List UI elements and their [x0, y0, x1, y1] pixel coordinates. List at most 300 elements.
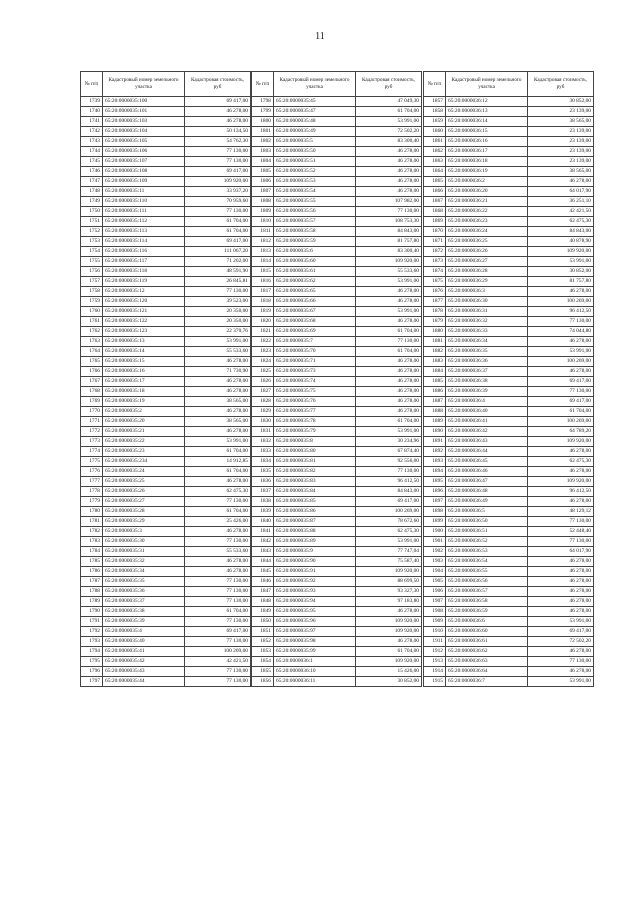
table-row — [81, 337, 251, 347]
cadastral-value: 55 533,60 — [185, 547, 251, 557]
row-number: 1850 — [252, 617, 274, 627]
cadastral-number: 65:20:0000036:2 — [446, 177, 528, 187]
table-row — [81, 297, 251, 307]
cadastral-value: 100 269,00 — [528, 297, 594, 307]
cadastral-number: 65:20:0000035:69 — [274, 327, 356, 337]
table-row — [424, 637, 594, 647]
cadastral-value: 61 704,00 — [185, 607, 251, 617]
table-row — [424, 347, 594, 357]
cadastral-number: 65:20:0000035:56 — [274, 207, 356, 217]
row-number: 1749 — [81, 197, 103, 207]
cadastral-value: 46 278,00 — [528, 567, 594, 577]
cadastral-number: 65:20:0000035:6 — [274, 247, 356, 257]
cadastral-value: 46 278,00 — [356, 607, 422, 617]
table-row — [81, 517, 251, 527]
row-number: 1914 — [424, 667, 446, 677]
cadastral-table-col-2 — [251, 71, 422, 687]
cadastral-number: 65:20:0000035:93 — [274, 587, 356, 597]
cadastral-number: 65:20:0000036:22 — [446, 207, 528, 217]
cadastral-value: 48 129,12 — [528, 507, 594, 517]
cadastral-number: 65:20:0000036:42 — [446, 427, 528, 437]
cadastral-value: 84 843,00 — [356, 487, 422, 497]
table-row — [424, 197, 594, 207]
cadastral-value: 75 587,40 — [356, 557, 422, 567]
cadastral-number: 65:20:0000035:106 — [103, 147, 185, 157]
row-number: 1862 — [424, 147, 446, 157]
cadastral-value: 46 278,00 — [185, 117, 251, 127]
row-number: 1871 — [424, 237, 446, 247]
cadastral-number: 65:20:0000036:14 — [446, 117, 528, 127]
row-number: 1799 — [252, 107, 274, 117]
cadastral-value: 46 278,00 — [356, 147, 422, 157]
cadastral-value: 38 565,00 — [185, 417, 251, 427]
cadastral-number: 65:20:0000036:57 — [446, 587, 528, 597]
row-number: 1756 — [81, 267, 103, 277]
table-row — [424, 237, 594, 247]
cadastral-value: 93 327,30 — [356, 587, 422, 597]
cadastral-value: 22 370,76 — [185, 327, 251, 337]
row-number: 1853 — [252, 647, 274, 657]
row-number: 1824 — [252, 357, 274, 367]
table-row — [424, 657, 594, 667]
cadastral-number: 65:20:0000035:111 — [103, 207, 185, 217]
cadastral-number: 65:20:0000036:52 — [446, 537, 528, 547]
cadastral-value: 23 139,00 — [528, 127, 594, 137]
cadastral-value: 53 991,00 — [356, 277, 422, 287]
cadastral-value: 77 130,00 — [185, 147, 251, 157]
cadastral-number: 65:20:0000035:97 — [274, 627, 356, 637]
row-number: 1815 — [252, 267, 274, 277]
cadastral-value: 14 912,85 — [185, 457, 251, 467]
row-number: 1761 — [81, 317, 103, 327]
cadastral-number: 65:20:0000035:103 — [103, 117, 185, 127]
cadastral-value: 96 412,50 — [528, 487, 594, 497]
row-number: 1823 — [252, 347, 274, 357]
table-row — [252, 137, 422, 147]
cadastral-number: 65:20:0000035:105 — [103, 137, 185, 147]
cadastral-value: 77 130,00 — [185, 587, 251, 597]
cadastral-number: 65:20:0000036:12 — [446, 97, 528, 107]
cadastral-value: 46 278,00 — [185, 477, 251, 487]
table-row — [424, 367, 594, 377]
cadastral-number: 65:20:0000035:83 — [274, 477, 356, 487]
cadastral-number: 65:20:0000035:34 — [103, 567, 185, 577]
row-number: 1849 — [252, 607, 274, 617]
cadastral-value: 46 278,00 — [356, 637, 422, 647]
table-row — [252, 167, 422, 177]
table-row — [252, 517, 422, 527]
table-row — [252, 407, 422, 417]
table-row — [424, 257, 594, 267]
row-number: 1890 — [424, 427, 446, 437]
cadastral-value: 46 278,00 — [528, 337, 594, 347]
table-row — [252, 107, 422, 117]
cadastral-value: 53 991,00 — [528, 257, 594, 267]
cadastral-value: 61 704,00 — [185, 467, 251, 477]
table-row — [424, 557, 594, 567]
cadastral-number: 65:20:0000036:10 — [274, 667, 356, 677]
cadastral-number: 65:20:0000035:15 — [103, 357, 185, 367]
cadastral-value: 46 278,00 — [356, 387, 422, 397]
cadastral-value: 46 278,00 — [528, 597, 594, 607]
table-row — [252, 287, 422, 297]
cadastral-value: 69 417,00 — [528, 377, 594, 387]
cadastral-value: 62 475,30 — [185, 487, 251, 497]
table-row — [252, 267, 422, 277]
row-number: 1801 — [252, 127, 274, 137]
row-number: 1915 — [424, 677, 446, 687]
cadastral-number: 65:20:0000035:110 — [103, 197, 185, 207]
cadastral-value: 23 139,00 — [528, 147, 594, 157]
cadastral-number: 65:20:0000035:90 — [274, 557, 356, 567]
cadastral-number: 65:20:0000035:104 — [103, 127, 185, 137]
table-row — [252, 387, 422, 397]
row-number: 1867 — [424, 197, 446, 207]
row-number: 1821 — [252, 327, 274, 337]
cadastral-value: 74 044,80 — [528, 327, 594, 337]
table-row — [81, 607, 251, 617]
table-row — [424, 457, 594, 467]
cadastral-value: 100 269,00 — [528, 357, 594, 367]
row-number: 1880 — [424, 327, 446, 337]
cadastral-value: 46 278,00 — [185, 357, 251, 367]
row-number: 1845 — [252, 567, 274, 577]
row-number: 1750 — [81, 207, 103, 217]
row-number: 1747 — [81, 177, 103, 187]
cadastral-number: 65:20:0000035:73 — [274, 367, 356, 377]
table-row — [252, 487, 422, 497]
table-row — [424, 267, 594, 277]
cadastral-number: 65:20:0000035:55 — [274, 197, 356, 207]
cadastral-value: 97 183,80 — [356, 597, 422, 607]
cadastral-table-col-3 — [423, 71, 594, 687]
row-number: 1785 — [81, 557, 103, 567]
row-number: 1780 — [81, 507, 103, 517]
row-number: 1741 — [81, 117, 103, 127]
cadastral-value: 84 843,00 — [356, 227, 422, 237]
cadastral-number: 65:20:0000036:53 — [446, 547, 528, 557]
cadastral-number: 65:20:0000035:32 — [103, 557, 185, 567]
cadastral-value: 109 920,00 — [356, 257, 422, 267]
row-number: 1776 — [81, 467, 103, 477]
cadastral-value: 109 920,00 — [528, 477, 594, 487]
cadastral-number: 65:20:0000036:6 — [446, 617, 528, 627]
cadastral-value: 46 278,00 — [356, 187, 422, 197]
table-row — [81, 147, 251, 157]
table-row — [81, 407, 251, 417]
table-row — [424, 247, 594, 257]
table-row — [81, 367, 251, 377]
row-number: 1775 — [81, 457, 103, 467]
table-row — [424, 377, 594, 387]
table-row — [252, 157, 422, 167]
cadastral-number: 65:20:0000036:34 — [446, 337, 528, 347]
cadastral-value: 64 789,20 — [528, 427, 594, 437]
table-row — [252, 257, 422, 267]
cadastral-value: 42 421,50 — [185, 657, 251, 667]
cadastral-number: 65:20:0000035:118 — [103, 267, 185, 277]
row-number: 1832 — [252, 437, 274, 447]
cadastral-number: 65:20:0000036:3 — [446, 287, 528, 297]
cadastral-number: 65:20:0000035:42 — [103, 657, 185, 667]
table-row — [424, 227, 594, 237]
cadastral-value: 92 556,00 — [356, 457, 422, 467]
cadastral-value: 46 278,00 — [528, 367, 594, 377]
cadastral-value: 55 533,60 — [185, 347, 251, 357]
row-number: 1858 — [424, 107, 446, 117]
table-row — [252, 567, 422, 577]
cadastral-value: 20 350,00 — [185, 317, 251, 327]
row-number: 1902 — [424, 547, 446, 557]
cadastral-value: 30 852,00 — [528, 97, 594, 107]
cadastral-value: 77 130,00 — [356, 207, 422, 217]
table-row — [424, 487, 594, 497]
row-number: 1866 — [424, 187, 446, 197]
cadastral-value: 46 278,00 — [528, 607, 594, 617]
cadastral-value: 78 672,60 — [356, 517, 422, 527]
header-num: № п/п — [81, 72, 103, 97]
cadastral-number: 65:20:0000035:9 — [274, 547, 356, 557]
row-number: 1743 — [81, 137, 103, 147]
table-row — [81, 117, 251, 127]
table-row — [81, 387, 251, 397]
table-row — [424, 157, 594, 167]
header-cadastral: Кадастровый номер земельного участка — [274, 72, 356, 97]
cadastral-value: 77 130,00 — [185, 677, 251, 687]
cadastral-value: 50 134,50 — [185, 127, 251, 137]
table-row — [424, 647, 594, 657]
row-number: 1778 — [81, 487, 103, 497]
table-row — [81, 677, 251, 687]
table-row — [81, 227, 251, 237]
cadastral-value: 53 991,00 — [356, 537, 422, 547]
row-number: 1740 — [81, 107, 103, 117]
cadastral-value: 46 278,00 — [185, 387, 251, 397]
cadastral-number: 65:20:0000035:50 — [274, 147, 356, 157]
row-number: 1831 — [252, 427, 274, 437]
table-row — [424, 327, 594, 337]
table-row — [81, 357, 251, 367]
cadastral-value: 46 278,00 — [356, 297, 422, 307]
row-number: 1745 — [81, 157, 103, 167]
cadastral-value: 69 417,00 — [185, 97, 251, 107]
table-row — [252, 367, 422, 377]
cadastral-value: 77 130,00 — [185, 287, 251, 297]
cadastral-number: 65:20:0000035:117 — [103, 257, 185, 267]
table-row — [81, 197, 251, 207]
table-row — [81, 107, 251, 117]
cadastral-value: 40 878,90 — [528, 237, 594, 247]
row-number: 1757 — [81, 277, 103, 287]
row-number: 1855 — [252, 667, 274, 677]
row-number: 1905 — [424, 577, 446, 587]
row-number: 1794 — [81, 647, 103, 657]
cadastral-number: 65:20:0000035:112 — [103, 217, 185, 227]
row-number: 1767 — [81, 377, 103, 387]
table-row — [81, 647, 251, 657]
row-number: 1893 — [424, 457, 446, 467]
cadastral-number: 65:20:0000036:27 — [446, 257, 528, 267]
row-number: 1812 — [252, 237, 274, 247]
cadastral-value: 77 130,00 — [356, 337, 422, 347]
cadastral-number: 65:20:0000036:63 — [446, 657, 528, 667]
cadastral-number: 65:20:0000035:43 — [103, 667, 185, 677]
row-number: 1901 — [424, 537, 446, 547]
cadastral-value: 46 278,00 — [528, 587, 594, 597]
row-number: 1844 — [252, 557, 274, 567]
cadastral-value: 109 920,00 — [356, 567, 422, 577]
table-row — [81, 277, 251, 287]
cadastral-value: 100 269,00 — [185, 647, 251, 657]
cadastral-number: 65:20:0000036:43 — [446, 437, 528, 447]
cadastral-number: 65:20:0000036:36 — [446, 357, 528, 367]
table-row — [81, 167, 251, 177]
table-row — [252, 317, 422, 327]
cadastral-number: 65:20:0000035:71 — [274, 357, 356, 367]
table-row — [424, 117, 594, 127]
table-row — [81, 507, 251, 517]
row-number: 1888 — [424, 407, 446, 417]
row-number: 1805 — [252, 167, 274, 177]
row-number: 1795 — [81, 657, 103, 667]
cadastral-value: 46 278,00 — [185, 567, 251, 577]
cadastral-number: 65:20:0000035:44 — [103, 677, 185, 687]
cadastral-number: 65:20:0000035:8 — [274, 437, 356, 447]
cadastral-number: 65:20:0000035:2 — [103, 407, 185, 417]
cadastral-number: 65:20:0000035:108 — [103, 167, 185, 177]
cadastral-number: 65:20:0000035:40 — [103, 637, 185, 647]
table-row — [424, 297, 594, 307]
cadastral-number: 65:20:0000036:49 — [446, 497, 528, 507]
table-row — [252, 637, 422, 647]
cadastral-number: 65:20:0000036:45 — [446, 457, 528, 467]
cadastral-value: 53 991,00 — [185, 337, 251, 347]
cadastral-number: 65:20:0000035:54 — [274, 187, 356, 197]
table-row — [424, 567, 594, 577]
cadastral-value: 46 278,00 — [185, 527, 251, 537]
table-row — [424, 167, 594, 177]
cadastral-number: 65:20:0000036:4 — [446, 397, 528, 407]
cadastral-value: 46 278,00 — [528, 557, 594, 567]
row-number: 1754 — [81, 247, 103, 257]
cadastral-value: 77 130,00 — [528, 317, 594, 327]
row-number: 1865 — [424, 177, 446, 187]
cadastral-number: 65:20:0000035:37 — [103, 597, 185, 607]
row-number: 1874 — [424, 267, 446, 277]
table-row — [81, 237, 251, 247]
row-number: 1839 — [252, 507, 274, 517]
table-row — [81, 617, 251, 627]
row-number: 1753 — [81, 237, 103, 247]
cadastral-value: 88 699,50 — [356, 577, 422, 587]
cadastral-value: 109 920,00 — [356, 617, 422, 627]
cadastral-value: 48 591,90 — [185, 267, 251, 277]
cadastral-number: 65:20:0000036:39 — [446, 387, 528, 397]
cadastral-value: 111 067,20 — [185, 247, 251, 257]
row-number: 1759 — [81, 297, 103, 307]
table-row — [424, 507, 594, 517]
cadastral-number: 65:20:0000035:35 — [103, 577, 185, 587]
table-row — [424, 447, 594, 457]
cadastral-number: 65:20:0000036:55 — [446, 567, 528, 577]
table-row — [81, 477, 251, 487]
cadastral-value: 61 704,00 — [185, 507, 251, 517]
cadastral-value: 46 278,00 — [185, 107, 251, 117]
row-number: 1891 — [424, 437, 446, 447]
row-number: 1825 — [252, 367, 274, 377]
row-number: 1784 — [81, 547, 103, 557]
cadastral-number: 65:20:0000035:99 — [274, 647, 356, 657]
cadastral-number: 65:20:0000036:31 — [446, 307, 528, 317]
cadastral-value: 61 704,00 — [356, 347, 422, 357]
table-row — [81, 257, 251, 267]
row-number: 1773 — [81, 437, 103, 447]
cadastral-number: 65:20:0000036:56 — [446, 577, 528, 587]
cadastral-number: 65:20:0000036:41 — [446, 417, 528, 427]
cadastral-value: 53 991,00 — [528, 677, 594, 687]
cadastral-value: 46 278,00 — [356, 157, 422, 167]
table-row — [252, 467, 422, 477]
row-number: 1861 — [424, 137, 446, 147]
table-row — [252, 127, 422, 137]
cadastral-number: 65:20:0000035:39 — [103, 617, 185, 627]
table-row — [252, 577, 422, 587]
row-number: 1768 — [81, 387, 103, 397]
cadastral-number: 65:20:0000035:79 — [274, 427, 356, 437]
cadastral-value: 77 130,00 — [185, 667, 251, 677]
cadastral-number: 65:20:0000035:123 — [103, 327, 185, 337]
cadastral-number: 65:20:0000035:30 — [103, 537, 185, 547]
cadastral-number: 65:20:0000035:11 — [103, 187, 185, 197]
cadastral-value: 46 278,00 — [185, 427, 251, 437]
cadastral-number: 65:20:0000035:74 — [274, 377, 356, 387]
cadastral-value: 38 565,00 — [528, 167, 594, 177]
row-number: 1846 — [252, 577, 274, 587]
table-row — [81, 437, 251, 447]
cadastral-number: 65:20:0000035:41 — [103, 647, 185, 657]
row-number: 1751 — [81, 217, 103, 227]
cadastral-number: 65:20:0000035:87 — [274, 517, 356, 527]
cadastral-value: 96 412,50 — [356, 477, 422, 487]
row-number: 1807 — [252, 187, 274, 197]
cadastral-value: 26 845,81 — [185, 277, 251, 287]
table-row — [424, 587, 594, 597]
table-row — [252, 667, 422, 677]
cadastral-number: 65:20:0000035:59 — [274, 237, 356, 247]
cadastral-value: 109 920,00 — [356, 657, 422, 667]
cadastral-number: 65:20:0000035:53 — [274, 177, 356, 187]
cadastral-value: 100 269,00 — [528, 417, 594, 427]
cadastral-value: 64 017,90 — [528, 547, 594, 557]
cadastral-value: 46 278,00 — [528, 667, 594, 677]
table-row — [252, 427, 422, 437]
cadastral-number: 65:20:0000036:18 — [446, 157, 528, 167]
row-number: 1904 — [424, 567, 446, 577]
table-row — [424, 517, 594, 527]
row-number: 1771 — [81, 417, 103, 427]
table-row — [424, 667, 594, 677]
row-number: 1836 — [252, 477, 274, 487]
cadastral-value: 62 475,30 — [528, 457, 594, 467]
row-number: 1809 — [252, 207, 274, 217]
row-number: 1820 — [252, 317, 274, 327]
table-row — [81, 497, 251, 507]
cadastral-value: 61 704,00 — [185, 217, 251, 227]
cadastral-number: 65:20:0000036:24 — [446, 227, 528, 237]
cadastral-value: 47 049,30 — [356, 97, 422, 107]
row-number: 1789 — [81, 597, 103, 607]
cadastral-number: 65:20:0000036:64 — [446, 667, 528, 677]
